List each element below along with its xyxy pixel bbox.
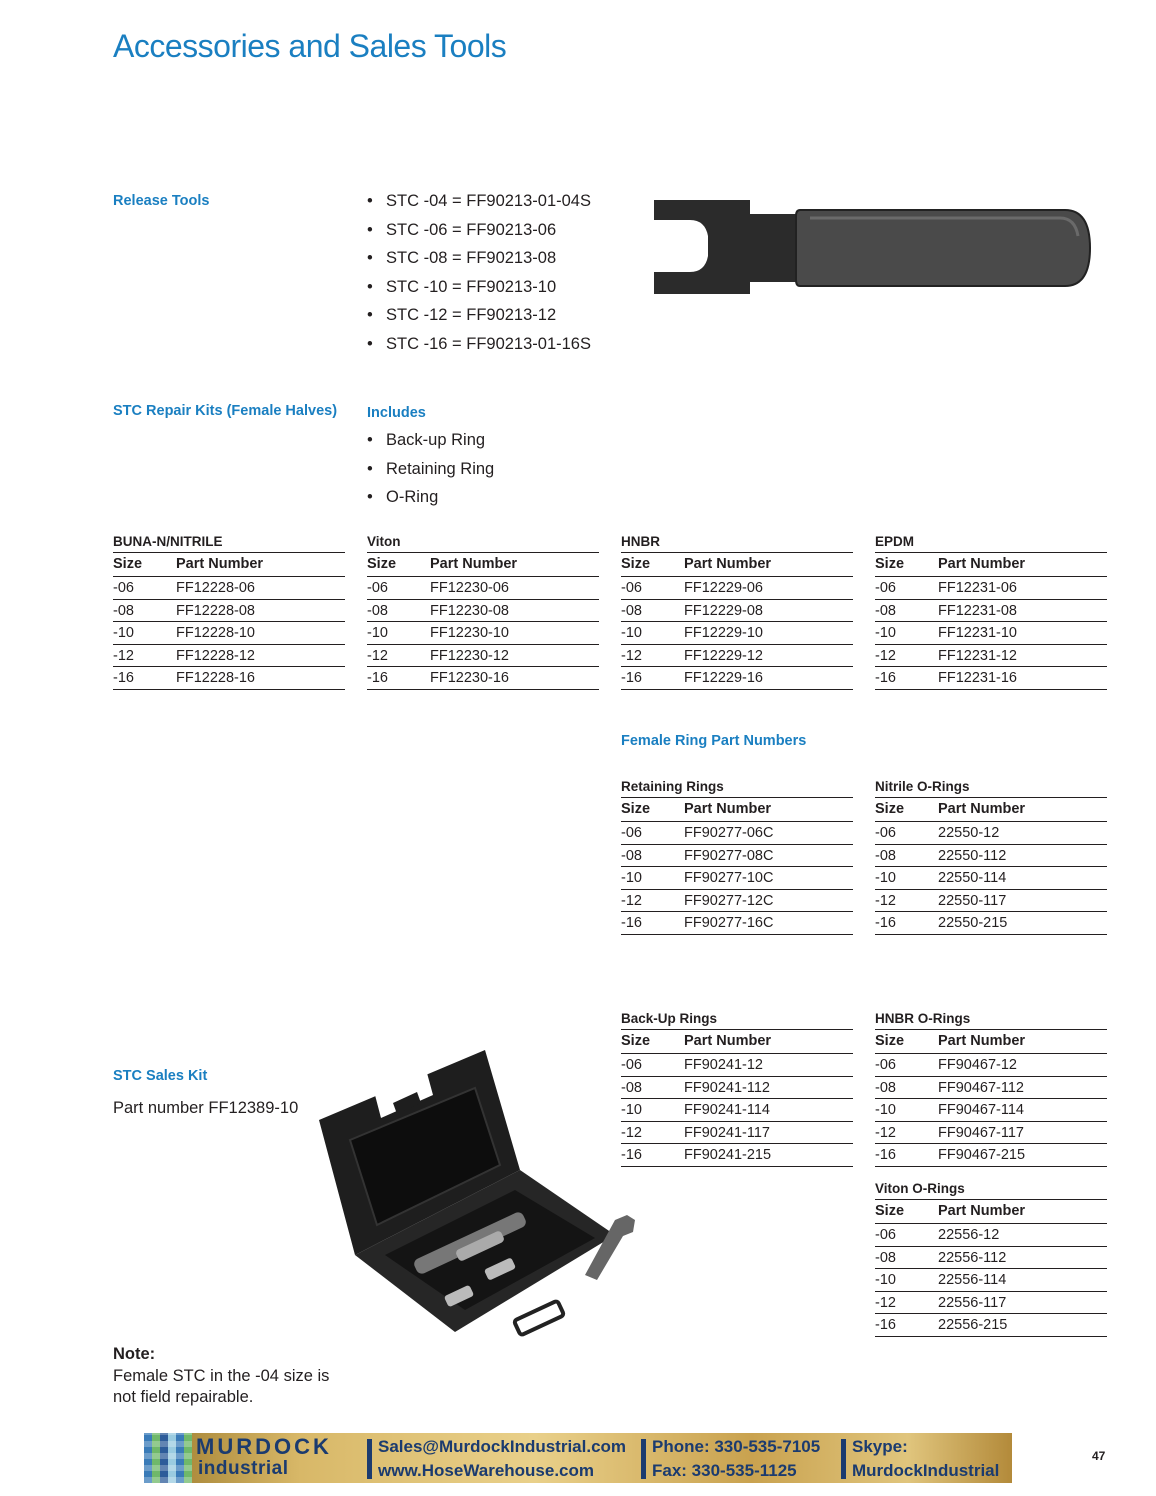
part-number-cell: FF90467-112: [938, 1079, 1024, 1096]
size-cell: -12: [875, 1124, 896, 1141]
footer-divider: [841, 1439, 846, 1479]
size-header: Size: [875, 801, 905, 817]
table-row: [875, 1269, 1107, 1292]
part-number-cell: 22550-114: [938, 870, 1007, 886]
part-number-cell: 22556-117: [938, 1294, 1007, 1311]
part-number-header: Part Number: [176, 556, 264, 572]
table-row: [621, 1099, 853, 1122]
table-header: [875, 553, 1107, 577]
includes-label: Includes: [367, 405, 426, 421]
size-cell: -06: [367, 580, 388, 596]
table-row: [875, 845, 1107, 868]
size-cell: -12: [113, 647, 134, 664]
table-row: [621, 645, 853, 668]
part-number-cell: FF90467-117: [938, 1124, 1024, 1141]
part-number-cell: FF90241-12: [684, 1057, 763, 1073]
table-viton-orings: [875, 1181, 1107, 1337]
table-header: [621, 1030, 853, 1054]
size-header: Size: [875, 556, 905, 572]
part-number-cell: FF12231-12: [938, 647, 1017, 664]
footer-website[interactable]: www.HoseWarehouse.com: [378, 1461, 595, 1480]
table-hnbr: [621, 534, 853, 690]
table-title: BUNA-N/NITRILE: [113, 534, 345, 553]
part-number-header: Part Number: [684, 556, 772, 572]
part-number-cell: 22556-215: [938, 1317, 1008, 1333]
table-title: Viton O-Rings: [875, 1181, 1107, 1200]
murdock-logo-icon: [144, 1433, 192, 1483]
size-cell: -16: [875, 915, 896, 931]
size-cell: -06: [875, 1057, 896, 1073]
page-number: 47: [1092, 1449, 1106, 1463]
sales-kit-part: Part number FF12389-10: [113, 1099, 299, 1117]
table-body: [367, 577, 599, 690]
table-body: [875, 822, 1107, 935]
table-row: [113, 667, 345, 690]
size-cell: -16: [875, 1317, 896, 1333]
page-title: Accessories and Sales Tools: [113, 28, 507, 64]
footer-brand-sub: industrial: [198, 1458, 289, 1479]
size-cell: -16: [367, 670, 388, 686]
table-body: [875, 1054, 1107, 1167]
part-number-cell: 22550-215: [938, 915, 1008, 931]
part-number-cell: FF12231-06: [938, 580, 1017, 596]
list-item: • O-Ring: [367, 488, 494, 517]
part-number-cell: FF12231-16: [938, 670, 1017, 686]
part-number-header: Part Number: [938, 1203, 1026, 1219]
part-number-cell: FF12230-16: [430, 670, 509, 686]
size-cell: -10: [875, 625, 896, 641]
table-title: Back-Up Rings: [621, 1011, 853, 1030]
table-row: [621, 822, 853, 845]
size-cell: -06: [621, 580, 642, 596]
footer-divider: [641, 1439, 646, 1479]
size-cell: -08: [113, 602, 134, 619]
part-number-cell: FF12229-10: [684, 625, 763, 641]
size-cell: -12: [621, 647, 642, 664]
size-header: Size: [621, 1033, 651, 1049]
table-row: [875, 645, 1107, 668]
list-item: • STC -04 = FF90213-01-04S: [367, 192, 591, 221]
table-hnbr-orings: [875, 1011, 1107, 1167]
part-number-cell: FF12228-16: [176, 670, 255, 686]
table-row: [875, 1054, 1107, 1077]
size-cell: -08: [367, 602, 388, 619]
size-cell: -16: [621, 915, 642, 931]
size-cell: -08: [621, 847, 642, 864]
table-row: [875, 1247, 1107, 1270]
table-row: [621, 867, 853, 890]
part-number-cell: FF90277-06C: [684, 825, 774, 841]
size-cell: -10: [875, 1102, 896, 1118]
footer-divider: [367, 1439, 372, 1479]
part-number-cell: FF90277-12C: [684, 892, 774, 909]
table-row: [621, 845, 853, 868]
table-header: [621, 798, 853, 822]
table-row: [875, 667, 1107, 690]
note-title: Note:: [113, 1345, 156, 1363]
size-cell: -08: [875, 847, 896, 864]
table-row: [367, 600, 599, 623]
table-header: [621, 553, 853, 577]
table-body: [113, 577, 345, 690]
release-tool-image: [650, 196, 1095, 298]
table-body: [875, 577, 1107, 690]
table-header: [875, 1200, 1107, 1224]
part-number-cell: FF12229-06: [684, 580, 763, 596]
size-cell: -12: [875, 647, 896, 664]
part-number-cell: FF90467-215: [938, 1147, 1026, 1163]
size-cell: -06: [875, 825, 896, 841]
table-buna: [113, 534, 345, 690]
list-item: • STC -06 = FF90213-06: [367, 221, 591, 250]
table-backup-rings: [621, 1011, 853, 1167]
part-number-cell: FF12228-10: [176, 625, 255, 641]
size-header: Size: [113, 556, 143, 572]
table-row: [875, 822, 1107, 845]
part-number-cell: 22556-114: [938, 1272, 1007, 1288]
footer-brand: MURDOCK: [196, 1434, 332, 1459]
size-cell: -12: [367, 647, 388, 664]
part-number-cell: FF90241-117: [684, 1124, 770, 1141]
table-row: [367, 667, 599, 690]
size-cell: -06: [875, 580, 896, 596]
table-row: [367, 577, 599, 600]
table-row: [621, 1077, 853, 1100]
table-row: [875, 1122, 1107, 1145]
table-row: [621, 912, 853, 935]
part-number-cell: FF12228-06: [176, 580, 255, 596]
footer-skype-label: Skype:: [852, 1437, 908, 1456]
part-number-header: Part Number: [430, 556, 518, 572]
footer-email[interactable]: Sales@MurdockIndustrial.com: [378, 1437, 627, 1456]
size-cell: -06: [621, 1057, 642, 1073]
footer-skype-id: MurdockIndustrial: [852, 1461, 1000, 1480]
table-row: [875, 867, 1107, 890]
part-number-cell: FF90277-10C: [684, 870, 774, 886]
size-cell: -08: [875, 1079, 896, 1096]
part-number-cell: FF12228-12: [176, 647, 255, 664]
sales-kit-image: [315, 1040, 640, 1340]
table-header: [113, 553, 345, 577]
part-number-header: Part Number: [938, 1033, 1026, 1049]
table-row: [875, 1292, 1107, 1315]
table-row: [621, 1054, 853, 1077]
size-cell: -16: [621, 1147, 642, 1163]
list-item: • STC -12 = FF90213-12: [367, 306, 591, 335]
size-cell: -16: [621, 670, 642, 686]
footer-fax: Fax: 330-535-1125: [652, 1461, 797, 1480]
size-header: Size: [621, 801, 651, 817]
table-row: [875, 1314, 1107, 1337]
size-cell: -10: [367, 625, 388, 641]
table-body: [621, 1054, 853, 1167]
part-number-cell: FF90467-114: [938, 1102, 1024, 1118]
list-item: • STC -16 = FF90213-01-16S: [367, 335, 591, 364]
size-header: Size: [367, 556, 397, 572]
part-number-cell: 22550-112: [938, 847, 1007, 864]
size-cell: -06: [113, 580, 134, 596]
size-cell: -10: [113, 625, 134, 641]
table-title: HNBR: [621, 534, 853, 553]
release-tools-label: Release Tools: [113, 193, 210, 209]
size-cell: -08: [621, 1079, 642, 1096]
part-number-cell: FF12229-16: [684, 670, 763, 686]
size-cell: -12: [875, 1294, 896, 1311]
footer-phone: Phone: 330-535-7105: [652, 1437, 821, 1456]
female-ring-label: Female Ring Part Numbers: [621, 733, 807, 749]
part-number-cell: FF12230-10: [430, 625, 509, 641]
part-number-cell: FF12228-08: [176, 602, 255, 619]
table-row: [113, 600, 345, 623]
part-number-cell: FF90277-16C: [684, 915, 774, 931]
table-epdm: [875, 534, 1107, 690]
part-number-cell: FF90277-08C: [684, 847, 774, 864]
table-body: [621, 822, 853, 935]
table-title: HNBR O-Rings: [875, 1011, 1107, 1030]
note-line-2: not field repairable.: [113, 1388, 254, 1406]
table-row: [113, 622, 345, 645]
size-cell: -12: [621, 892, 642, 909]
part-number-header: Part Number: [938, 556, 1026, 572]
size-cell: -08: [621, 602, 642, 619]
table-row: [875, 1144, 1107, 1167]
size-cell: -16: [875, 1147, 896, 1163]
table-row: [621, 890, 853, 913]
table-row: [621, 1144, 853, 1167]
part-number-cell: FF12230-08: [430, 602, 509, 619]
sales-kit-label: STC Sales Kit: [113, 1068, 208, 1084]
size-cell: -10: [875, 1272, 896, 1288]
part-number-cell: FF12231-08: [938, 602, 1017, 619]
table-row: [621, 667, 853, 690]
size-header: Size: [875, 1033, 905, 1049]
size-cell: -16: [875, 670, 896, 686]
table-row: [875, 600, 1107, 623]
size-cell: -08: [875, 602, 896, 619]
list-item: • STC -08 = FF90213-08: [367, 249, 591, 278]
table-header: [875, 1030, 1107, 1054]
size-cell: -10: [875, 870, 896, 886]
part-number-header: Part Number: [684, 1033, 772, 1049]
footer-banner: [144, 1433, 1012, 1483]
part-number-header: Part Number: [684, 801, 772, 817]
table-header: [367, 553, 599, 577]
table-row: [367, 622, 599, 645]
table-viton: [367, 534, 599, 690]
size-header: Size: [875, 1203, 905, 1219]
table-row: [875, 1099, 1107, 1122]
release-tools-list: [367, 192, 591, 363]
table-row: [621, 622, 853, 645]
part-number-cell: FF12229-12: [684, 647, 763, 664]
part-number-cell: FF12231-10: [938, 625, 1017, 641]
part-number-cell: FF90467-12: [938, 1057, 1017, 1073]
part-number-cell: 22556-12: [938, 1227, 1000, 1243]
table-retaining-rings: [621, 779, 853, 935]
table-body: [875, 1224, 1107, 1337]
table-title: Retaining Rings: [621, 779, 853, 798]
size-cell: -06: [621, 825, 642, 841]
part-number-cell: FF12230-06: [430, 580, 509, 596]
table-row: [367, 645, 599, 668]
list-item: • Back-up Ring: [367, 431, 494, 460]
table-body: [621, 577, 853, 690]
table-row: [875, 622, 1107, 645]
size-cell: -10: [621, 625, 642, 641]
table-row: [621, 1122, 853, 1145]
part-number-cell: 22550-117: [938, 892, 1007, 909]
table-row: [875, 1077, 1107, 1100]
part-number-header: Part Number: [938, 801, 1026, 817]
table-row: [113, 645, 345, 668]
size-cell: -12: [621, 1124, 642, 1141]
part-number-cell: 22556-112: [938, 1249, 1007, 1266]
size-cell: -06: [875, 1227, 896, 1243]
table-row: [621, 577, 853, 600]
table-row: [875, 1224, 1107, 1247]
table-nitrile-orings: [875, 779, 1107, 935]
part-number-cell: 22550-12: [938, 825, 1000, 841]
table-header: [875, 798, 1107, 822]
part-number-cell: FF90241-114: [684, 1102, 770, 1118]
list-item: • Retaining Ring: [367, 460, 494, 489]
size-cell: -10: [621, 870, 642, 886]
table-title: EPDM: [875, 534, 1107, 553]
table-row: [621, 600, 853, 623]
table-row: [113, 577, 345, 600]
table-title: Nitrile O-Rings: [875, 779, 1107, 798]
part-number-cell: FF90241-112: [684, 1079, 770, 1096]
part-number-cell: FF12229-08: [684, 602, 763, 619]
table-title: Viton: [367, 534, 599, 553]
size-cell: -12: [875, 892, 896, 909]
repair-kits-label: STC Repair Kits (Female Halves): [113, 403, 338, 419]
size-cell: -16: [113, 670, 134, 686]
table-row: [875, 912, 1107, 935]
size-cell: -10: [621, 1102, 642, 1118]
table-row: [875, 577, 1107, 600]
size-header: Size: [621, 556, 651, 572]
part-number-cell: FF12230-12: [430, 647, 509, 664]
list-item: • STC -10 = FF90213-10: [367, 278, 591, 307]
part-number-cell: FF90241-215: [684, 1147, 772, 1163]
size-cell: -08: [875, 1249, 896, 1266]
includes-list: [367, 431, 494, 517]
note-line-1: Female STC in the -04 size is: [113, 1367, 330, 1385]
table-row: [875, 890, 1107, 913]
